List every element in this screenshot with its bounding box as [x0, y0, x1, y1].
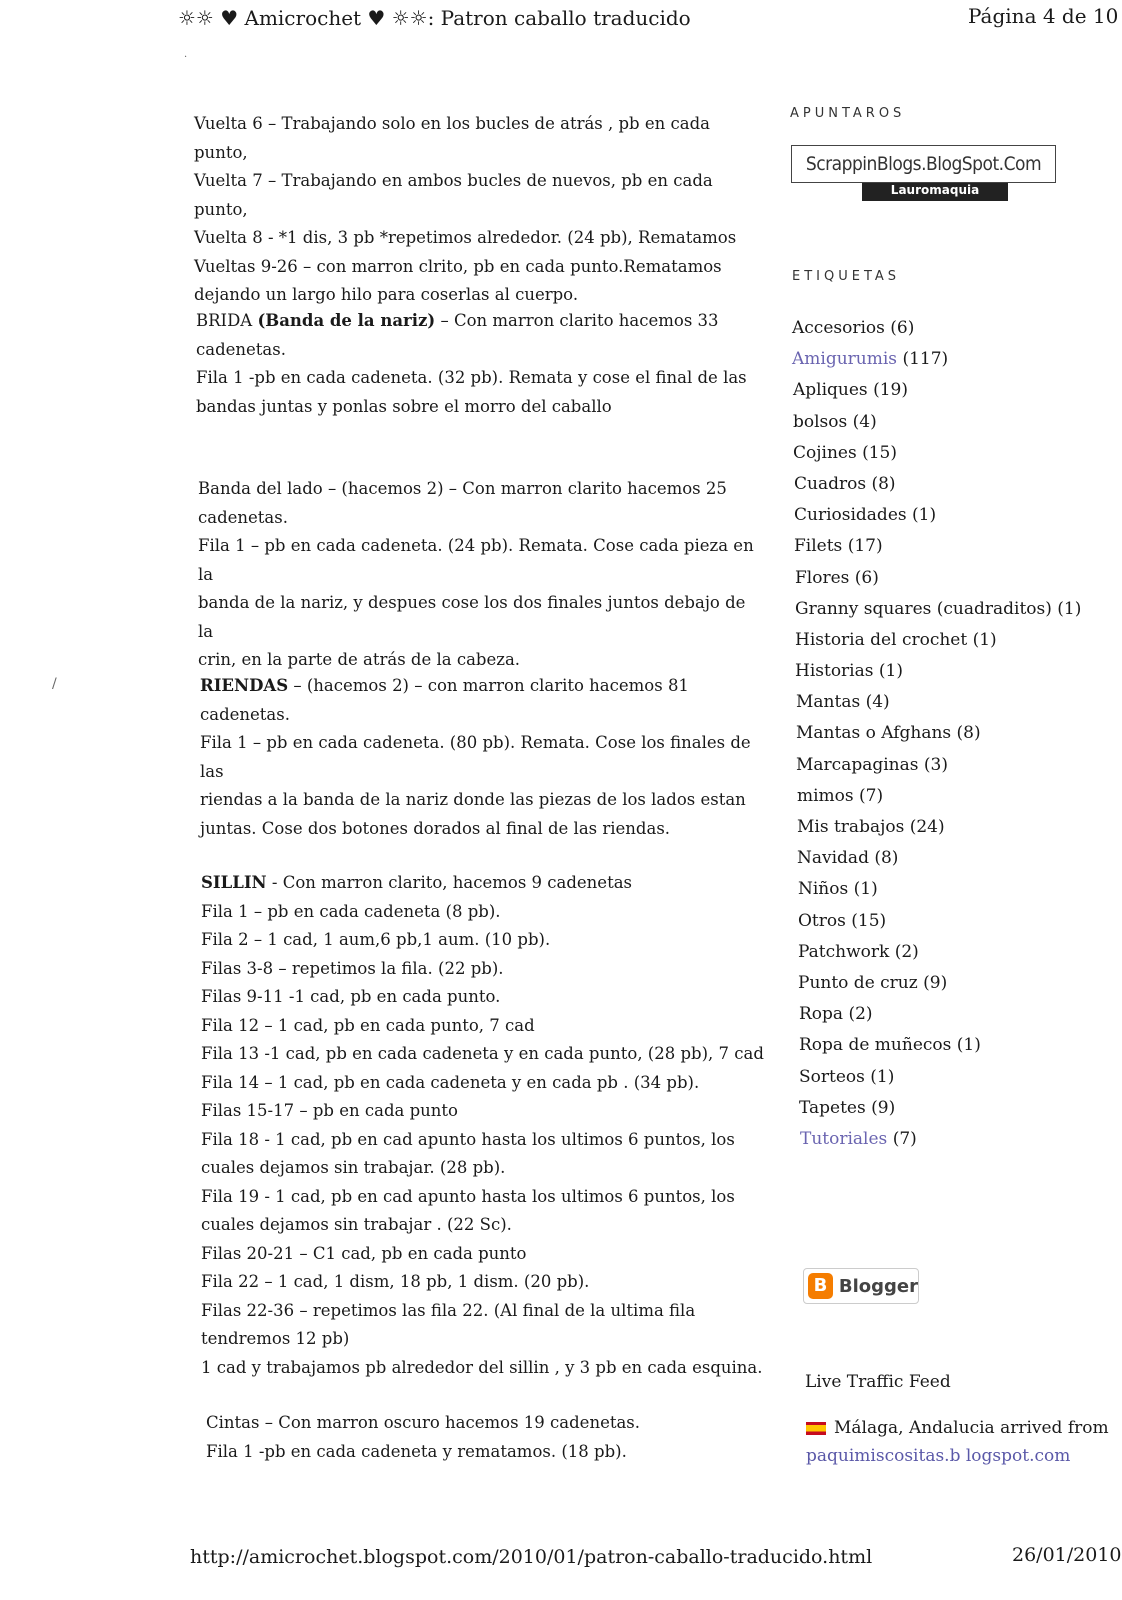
label-count: (8)	[874, 848, 899, 869]
text-line: cuales dejamos sin trabajar . (22 Sc).	[201, 1215, 512, 1234]
scrappinblogs-badge-tab[interactable]: Lauromaquia	[862, 183, 1008, 201]
label-count: (1)	[878, 661, 903, 682]
text-line: Fila 1 – pb en cada cadeneta. (24 pb). Remata. Cose cada pieza en la	[198, 536, 754, 584]
label-name[interactable]: Historias	[795, 661, 874, 682]
text-line: Vuelta 8 - *1 dis, 3 pb *repetimos alrededor. (24 pb), Rematamos	[194, 228, 737, 247]
page-number: Página 4 de 10	[968, 4, 1119, 28]
footer-url: http://amicrochet.blogspot.com/2010/01/patron-caballo-traducido.html	[190, 1546, 873, 1568]
blogger-icon: B	[808, 1273, 833, 1299]
text-line: bandas juntas y ponlas sobre el morro del caballo	[196, 396, 612, 416]
label-count: (3)	[923, 754, 948, 775]
text-line: cadenetas.	[200, 704, 290, 724]
text-line: Fila 19 - 1 cad, pb en cad apunto hasta los ultimos 6 puntos, los	[201, 1186, 735, 1206]
section-heading: RIENDAS	[200, 676, 289, 695]
label-name[interactable]: Cuadros	[794, 473, 867, 494]
label-item[interactable]	[792, 531, 1112, 562]
text-line: Fila 12 – 1 cad, pb en cada punto, 7 cad	[201, 1015, 535, 1035]
label-name[interactable]: Apliques	[793, 380, 868, 401]
text-line: dejando un largo hilo para coserlas al cuerpo.	[194, 285, 579, 304]
label-name[interactable]: Accesorios	[792, 318, 885, 338]
blogger-label: Blogger	[838, 1275, 918, 1297]
text-line: Vueltas 9-26 – con marron clrito, pb en cada punto.Rematamos	[194, 256, 722, 276]
text-line: Fila 22 – 1 cad, 1 dism, 18 pb, 1 dism. (20 pb).	[201, 1272, 590, 1291]
label-item[interactable]	[792, 906, 1112, 937]
label-name[interactable]: Sorteos	[799, 1066, 865, 1087]
label-count: (24)	[909, 817, 945, 837]
text-line: Filas 9-11 -1 cad, pb en cada punto.	[201, 987, 501, 1006]
label-name[interactable]: Amigurumis	[792, 349, 898, 370]
footer-date: 26/01/2010	[1012, 1544, 1122, 1566]
label-count: (1)	[1057, 598, 1082, 619]
label-name[interactable]: Ropa de muñecos	[799, 1035, 952, 1056]
label-name[interactable]: Mantas o Afghans	[796, 723, 952, 744]
section-banda-del-lado	[198, 475, 764, 675]
text-line: Banda del lado – (hacemos 2) – Con marron clarito hacemos 25	[198, 479, 727, 498]
label-item[interactable]	[792, 656, 1112, 687]
section-heading: SILLIN	[201, 873, 267, 892]
text-line	[201, 869, 764, 898]
label-item[interactable]	[792, 313, 1112, 344]
label-count: (8)	[956, 723, 981, 744]
label-count: (15)	[851, 910, 887, 931]
label-item[interactable]	[792, 500, 1112, 531]
label-count: (15)	[862, 442, 897, 463]
text-line: Filas 3-8 – repetimos la fila. (22 pb).	[201, 958, 504, 978]
label-count: (1)	[870, 1066, 895, 1087]
label-item[interactable]	[792, 718, 1112, 749]
label-name[interactable]: Mantas	[796, 692, 861, 713]
label-item[interactable]	[792, 874, 1112, 905]
label-count: (19)	[873, 380, 908, 401]
label-count: (9)	[871, 1097, 896, 1118]
text-line: Fila 1 – pb en cada cadeneta. (80 pb). Remata. Cose los finales de las	[200, 733, 751, 781]
blogger-button[interactable]	[803, 1268, 919, 1304]
text-line: cuales dejamos sin trabajar. (28 pb).	[201, 1158, 506, 1177]
label-item[interactable]	[792, 407, 1112, 438]
section-sillin	[201, 869, 764, 1382]
label-count: (117)	[902, 349, 949, 370]
label-count: (6)	[854, 567, 879, 588]
section-lead-rest: – (hacemos 2) – con marron clarito hacemos 81	[288, 676, 689, 695]
scan-mark: /	[52, 676, 57, 692]
text-line: juntas. Cose dos botones dorados al final de las riendas.	[200, 818, 671, 838]
label-count: (4)	[865, 692, 890, 713]
label-name[interactable]: Otros	[798, 910, 846, 931]
text-line: banda de la nariz, y despues cose los dos finales juntos debajo de la	[198, 593, 746, 641]
scan-mark: ·	[184, 52, 188, 63]
label-list	[792, 313, 1112, 1155]
text-line: Filas 20-21 – C1 cad, pb en cada punto	[201, 1243, 527, 1263]
label-item[interactable]	[792, 344, 1112, 375]
section-vueltas	[194, 110, 764, 310]
text-line: 1 cad y trabajamos pb alrededor del sillin , y 3 pb en cada esquina.	[201, 1357, 763, 1377]
section-riendas	[200, 672, 764, 843]
text-line: Cintas – Con marron oscuro hacemos 19 cadenetas.	[206, 1413, 641, 1432]
label-item[interactable]	[792, 968, 1112, 999]
label-item[interactable]	[792, 1062, 1112, 1093]
text-line: cadenetas.	[198, 507, 288, 527]
label-count: (1)	[972, 629, 997, 650]
text-line: Fila 13 -1 cad, pb en cada cadeneta y en cada punto, (28 pb), 7 cad	[201, 1044, 764, 1063]
label-name[interactable]: Tutoriales	[800, 1128, 888, 1149]
label-item[interactable]	[792, 843, 1112, 874]
text-line	[196, 307, 747, 336]
label-name[interactable]: Navidad	[797, 848, 869, 869]
label-name[interactable]: Historia del crochet	[795, 629, 968, 650]
label-name[interactable]: bolsos	[793, 411, 848, 432]
label-name[interactable]: Tapetes	[799, 1097, 866, 1118]
label-count: (4)	[852, 411, 877, 432]
label-item[interactable]	[792, 1093, 1112, 1124]
section-lead-rest: - Con marron clarito, hacemos 9 cadenetas	[266, 873, 633, 892]
section-lead: BRIDA	[196, 311, 258, 330]
label-count: (6)	[890, 318, 915, 338]
label-name[interactable]: mimos	[797, 785, 854, 806]
label-name[interactable]: Filets	[794, 536, 843, 557]
label-name[interactable]: Curiosidades	[794, 505, 907, 526]
label-count: (2)	[894, 941, 919, 962]
etiquetas-heading: ETIQUETAS	[792, 269, 901, 284]
label-item[interactable]	[792, 625, 1112, 656]
label-count: (17)	[847, 536, 883, 557]
label-item[interactable]	[792, 937, 1112, 968]
traffic-entry	[806, 1418, 1109, 1438]
label-name[interactable]: Patchwork	[798, 941, 890, 962]
label-name[interactable]: Niños	[798, 879, 849, 900]
section-heading: (Banda de la nariz)	[257, 311, 436, 330]
text-line	[200, 672, 764, 701]
text-line: Vuelta 7 – Trabajando en ambos bucles de nuevos, pb en cada punto,	[194, 171, 713, 219]
label-item[interactable]	[792, 375, 1112, 406]
text-line: crin, en la parte de atrás de la cabeza.	[198, 650, 521, 669]
traffic-text: Málaga, Andalucia arrived from	[834, 1418, 1109, 1438]
section-brida	[196, 307, 747, 421]
label-name[interactable]: Granny squares (cuadraditos)	[795, 598, 1052, 619]
label-name[interactable]: Marcapaginas	[796, 754, 919, 775]
spain-flag-icon	[806, 1422, 826, 1435]
scrappinblogs-badge[interactable]: ScrappinBlogs.BlogSpot.Com	[791, 145, 1056, 183]
document-header-title: ☼☼ ♥ Amicrochet ♥ ☼☼: Patron caballo traducido	[178, 6, 691, 30]
label-item[interactable]	[792, 999, 1112, 1030]
section-cintas	[206, 1409, 640, 1466]
label-count: (9)	[923, 972, 948, 993]
label-item[interactable]	[792, 687, 1112, 718]
label-count: (7)	[892, 1128, 917, 1149]
label-count: (8)	[871, 473, 896, 494]
text-line: Fila 2 – 1 cad, 1 aum,6 pb,1 aum. (10 pb).	[201, 930, 551, 949]
label-item[interactable]	[792, 781, 1112, 812]
label-item[interactable]	[792, 1124, 1112, 1155]
label-item[interactable]	[792, 1030, 1112, 1061]
label-count: (2)	[848, 1004, 873, 1025]
text-line: Fila 18 - 1 cad, pb en cad apunto hasta los ultimos 6 puntos, los	[201, 1129, 735, 1149]
label-count: (7)	[859, 785, 884, 806]
text-line: Fila 1 -pb en cada cadeneta y rematamos. (18 pb).	[206, 1441, 627, 1461]
label-name[interactable]: Cojines	[793, 442, 857, 463]
label-name[interactable]: Ropa	[799, 1004, 844, 1025]
label-item[interactable]	[792, 812, 1112, 843]
label-item[interactable]	[792, 563, 1112, 594]
label-item[interactable]	[792, 438, 1112, 469]
label-name[interactable]: Punto de cruz	[798, 972, 918, 993]
label-item[interactable]	[792, 594, 1112, 625]
text-line: Vuelta 6 – Trabajando solo en los bucles de atrás , pb en cada punto,	[194, 114, 710, 162]
label-item[interactable]	[792, 469, 1112, 500]
text-line: cadenetas.	[196, 339, 286, 359]
text-line: Filas 22-36 – repetimos las fila 22. (Al final de la ultima fila	[201, 1300, 696, 1320]
text-line: riendas a la banda de la nariz donde las piezas de los lados estan	[200, 790, 746, 809]
section-lead-rest: – Con marron clarito hacemos 33	[435, 311, 719, 330]
label-item[interactable]	[792, 750, 1112, 781]
label-count: (1)	[912, 505, 937, 526]
apuntaros-heading: APUNTAROS	[790, 106, 906, 121]
text-line: Filas 15-17 – pb en cada punto	[201, 1101, 458, 1120]
text-line: tendremos 12 pb)	[201, 1329, 350, 1348]
label-name[interactable]: Mis trabajos	[797, 817, 905, 837]
label-name[interactable]: Flores	[795, 567, 850, 588]
live-traffic-title: Live Traffic Feed	[805, 1372, 951, 1392]
traffic-source-link[interactable]: paquimiscositas.b logspot.com	[806, 1446, 1071, 1466]
text-line: Fila 1 -pb en cada cadeneta. (32 pb). Remata y cose el final de las	[196, 368, 747, 387]
text-line: Fila 14 – 1 cad, pb en cada cadeneta y en cada pb . (34 pb).	[201, 1072, 700, 1092]
text-line: Fila 1 – pb en cada cadeneta (8 pb).	[201, 901, 501, 921]
label-count: (1)	[956, 1035, 981, 1056]
label-count: (1)	[853, 879, 878, 900]
